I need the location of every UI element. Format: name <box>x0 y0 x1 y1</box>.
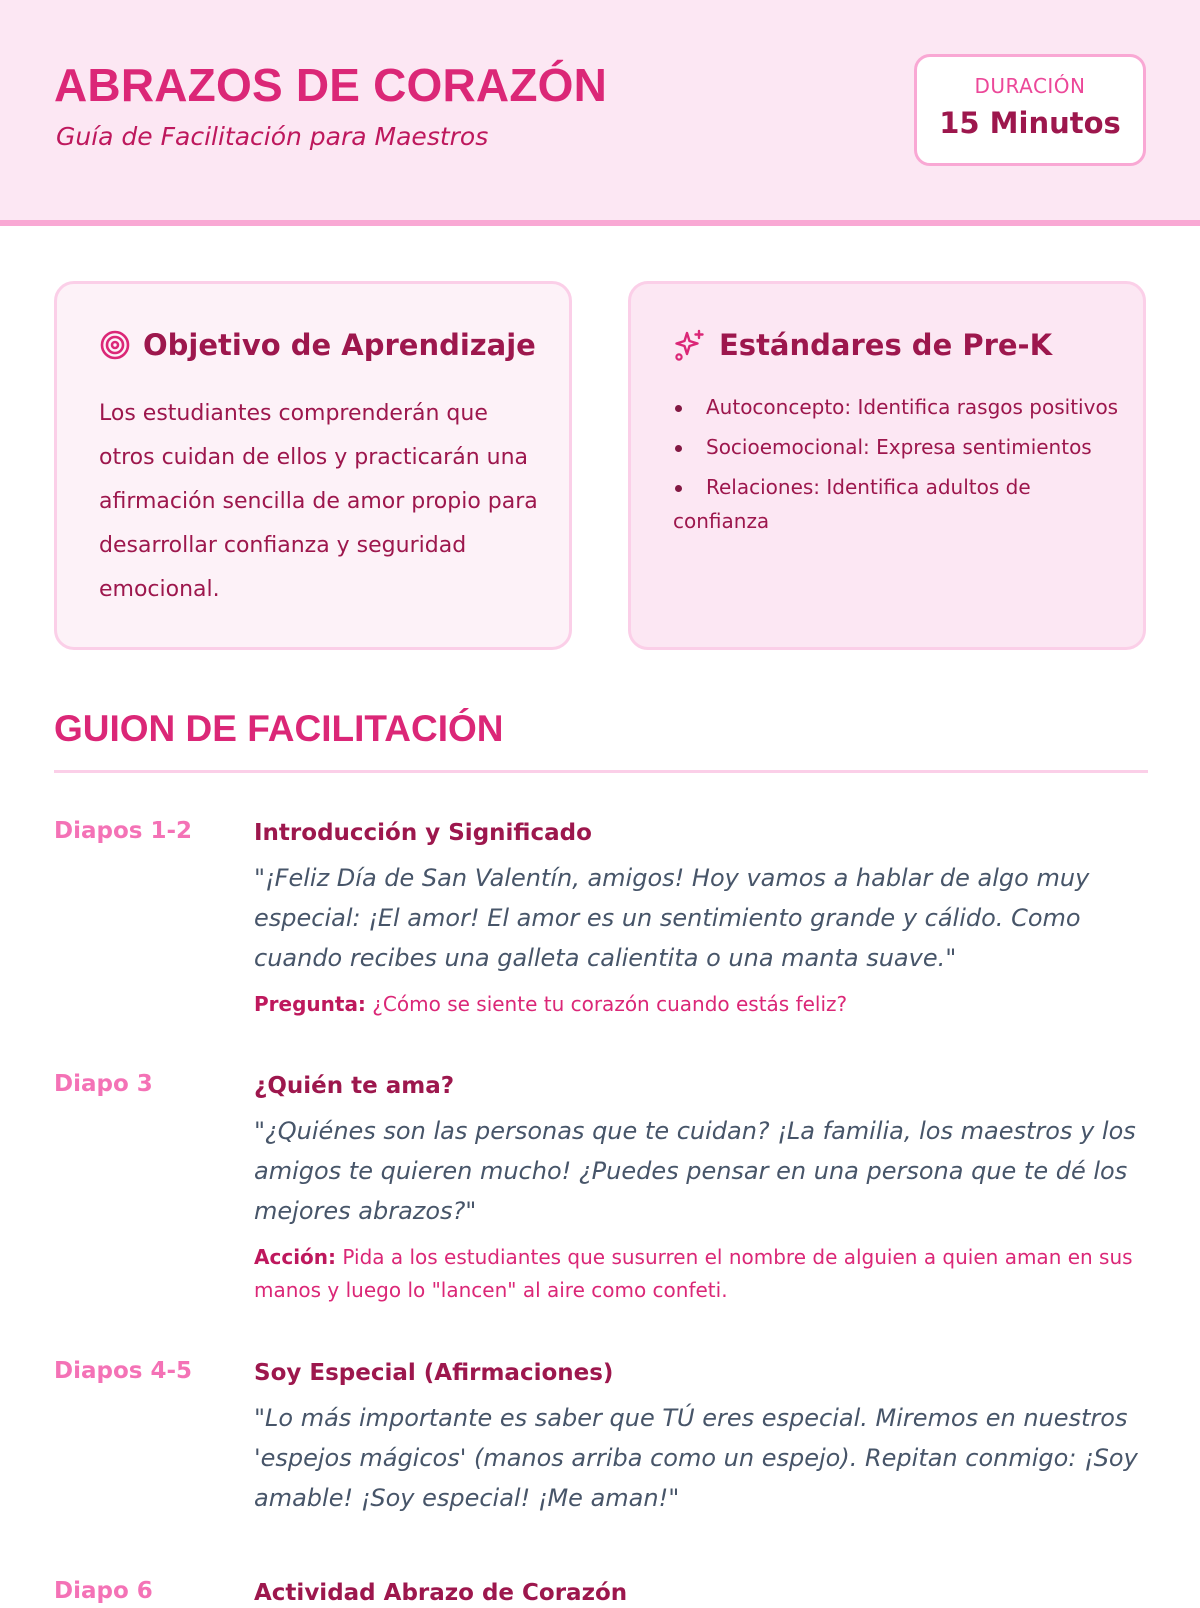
note-text: ¿Cómo se siente tu corazón cuando estás feliz? <box>365 992 848 1016</box>
page-header <box>0 0 1200 226</box>
duration-label: DURACIÓN <box>974 74 1086 98</box>
document-title: ABRAZOS DE CORAZÓN <box>54 59 608 111</box>
note-text: Pida a los estudiantes que susurren el nombre de alguien a quien aman en sus manos y luego lo "lancen" al aire como confeti. <box>254 1245 1133 1302</box>
slide-heading: Soy Especial (Afirmaciones) <box>254 1360 614 1386</box>
slide-note <box>254 988 1154 1021</box>
section-divider <box>54 770 1148 773</box>
script-section-title: GUION DE FACILITACIÓN <box>54 708 504 749</box>
sparkles-icon <box>673 328 707 362</box>
objective-card <box>54 281 572 650</box>
slide-heading: ¿Quién te ama? <box>254 1073 455 1099</box>
note-label: Pregunta: <box>254 992 366 1016</box>
slide-heading: Actividad Abrazo de Corazón <box>254 1580 628 1606</box>
standard-item: Relaciones: Identifica adultos de confianza <box>673 470 1123 538</box>
note-label: Acción: <box>254 1245 337 1269</box>
target-icon <box>99 329 131 361</box>
duration-value: 15 Minutos <box>939 106 1121 140</box>
slide-heading: Introducción y Significado <box>254 820 592 846</box>
standards-title: Estándares de Pre-K <box>719 328 1053 362</box>
slide-number: Diapo 6 <box>54 1578 153 1604</box>
standards-card <box>628 281 1146 650</box>
objective-text: Los estudiantes comprenderán que otros cuidan de ellos y practicarán una afirmación sencilla de amor propio para desarrollar confianza y seguridad emocional. <box>99 401 538 602</box>
slide-note <box>254 1241 1154 1307</box>
objective-heading <box>99 328 536 362</box>
duration-badge <box>914 54 1146 166</box>
slide-quote: "¡Feliz Día de San Valentín, amigos! Hoy vamos a hablar de algo muy especial: ¡El amor! El amor es un sentimiento grande y cálido. Como cuando recibes una galleta calientita o una manta suave." <box>254 864 1090 972</box>
standards-heading <box>673 328 1052 362</box>
standard-item: Socioemocional: Expresa sentimientos <box>673 430 1123 464</box>
slide-number: Diapos 4-5 <box>54 1358 193 1384</box>
objective-title: Objetivo de Aprendizaje <box>143 328 536 362</box>
slide-quote: "¿Quiénes son las personas que te cuidan? ¡La familia, los maestros y los amigos te quieren mucho! ¿Puedes pensar en una persona que te dé los mejores abrazos?" <box>254 1117 1136 1225</box>
standards-list <box>673 390 1123 544</box>
slide-quote: "Lo más importante es saber que TÚ eres especial. Miremos en nuestros 'espejos mágicos' (manos arriba como un espejo). Repitan conmigo: ¡Soy amable! ¡Soy especial! ¡Me aman!" <box>254 1404 1138 1512</box>
slide-number: Diapos 1-2 <box>54 818 193 844</box>
slide-number: Diapo 3 <box>54 1071 153 1097</box>
document-subtitle: Guía de Facilitación para Maestros <box>56 122 489 151</box>
standard-item: Autoconcepto: Identifica rasgos positivos <box>673 390 1123 424</box>
